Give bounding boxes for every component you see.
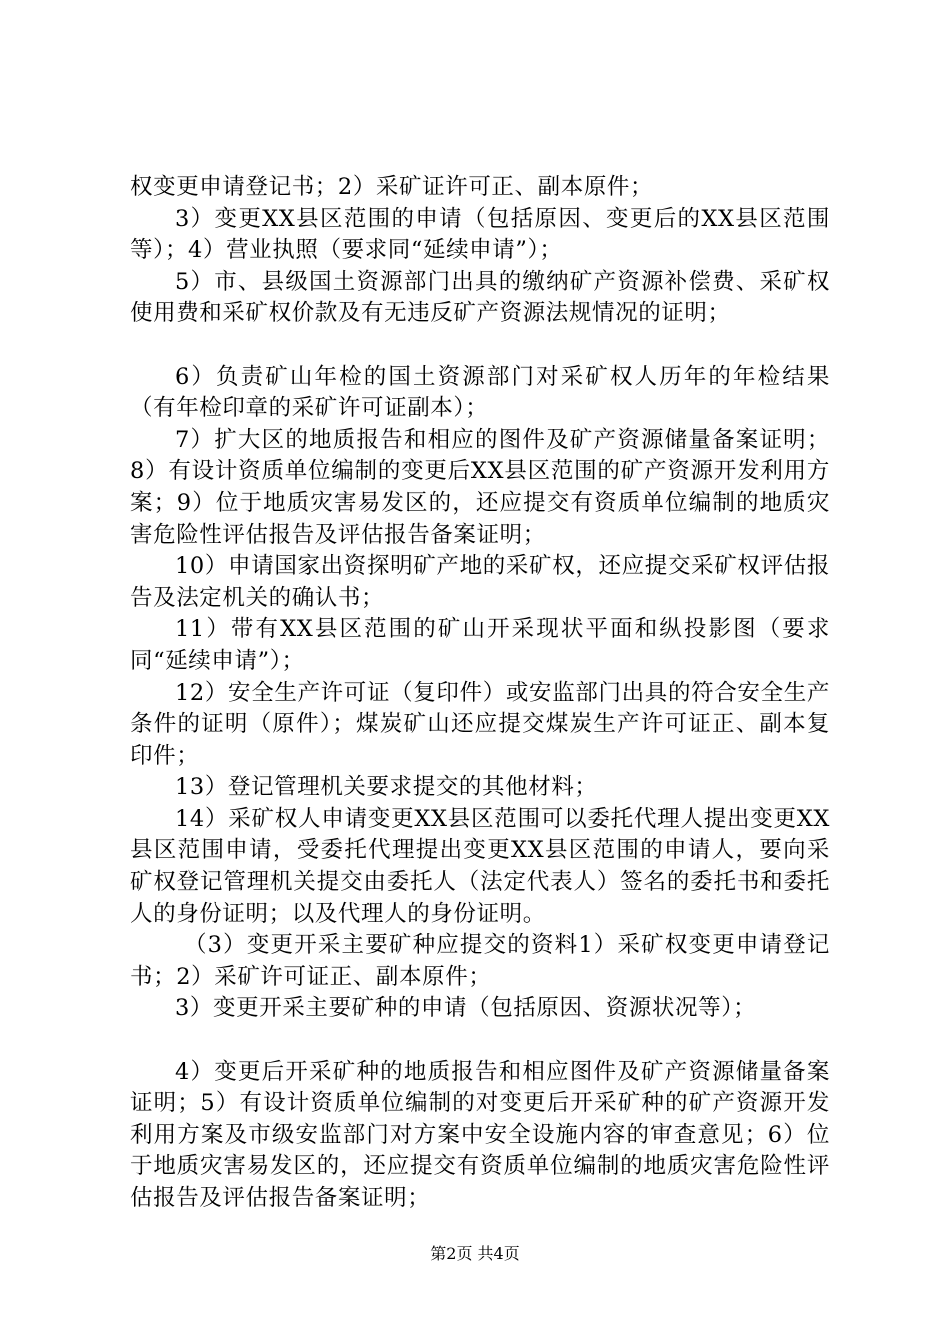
paragraph-continuation: 权变更申请登记书；2）采矿证许可正、副本原件；: [130, 174, 654, 200]
paragraph-item-11: 11）带有XX县区范围的矿山开采现状平面和纵投影图（要求同“延续申请”）；: [130, 616, 830, 674]
paragraph-section-3-item-4: 4）变更后开采矿种的地质报告和相应图件及矿产资源储量备案证明；5）有设计资质单位编制的对变更后开采矿种的矿产资源开发利用方案及市级安监部门对方案中安全设施内容的审查意见；6）位于地质灾害易发区的，还应提交有资质单位编制的地质灾害危险性评估报告及评估报告备案证明；: [130, 1058, 830, 1211]
paragraph-item-5: 5）市、县级国土资源部门出具的缴纳矿产资源补偿费、采矿权使用费和采矿权价款及有无违反矿产资源法规情况的证明；: [130, 268, 830, 327]
document-body: [130, 172, 830, 1215]
paragraph-spacer: [130, 330, 830, 362]
paragraph-item-3: 3）变更XX县区范围的申请（包括原因、变更后的XX县区范围等）；4）营业执照（要求同“延续申请”）；: [130, 205, 830, 264]
paragraph-item-6: 6）负责矿山年检的国土资源部门对采矿权人历年的年检结果（有年检印章的采矿许可证副本）；: [130, 363, 830, 422]
paragraph-spacer: [130, 1025, 830, 1057]
paragraph-item-10: 10）申请国家出资探明矿产地的采矿权，还应提交采矿权评估报告及法定机关的确认书；: [130, 553, 830, 611]
paragraph-item-12: 12）安全生产许可证（复印件）或安监部门出具的符合安全生产条件的证明（原件）；煤炭矿山还应提交煤炭生产许可证正、副本复印件；: [130, 679, 830, 769]
page-number-footer: 第2页 共4页: [430, 1244, 520, 1263]
paragraph-item-7: 7）扩大区的地质报告和相应的图件及矿产资源储量备案证明；8）有设计资质单位编制的变更后XX县区范围的矿产资源开发利用方案；9）位于地质灾害易发区的，还应提交有资质单位编制的地质灾害危险性评估报告及评估报告备案证明；: [130, 426, 830, 548]
paragraph-item-14: 14）采矿权人申请变更XX县区范围可以委托代理人提出变更XX县区范围申请，受委托代理提出变更XX县区范围的申请人，要向采矿权登记管理机关提交由委托人（法定代表人）签名的委托书和委托人的身份证明；以及代理人的身份证明。: [130, 805, 830, 927]
paragraph-item-13: 13）登记管理机关要求提交的其他材料；: [175, 774, 598, 801]
paragraph-section-3: （3）变更开采主要矿种应提交的资料1）采矿权变更申请登记书；2）采矿许可证正、副本原件；: [130, 932, 830, 990]
paragraph-section-3-item-3: 3）变更开采主要矿种的申请（包括原因、资源状况等）；: [175, 995, 757, 1022]
